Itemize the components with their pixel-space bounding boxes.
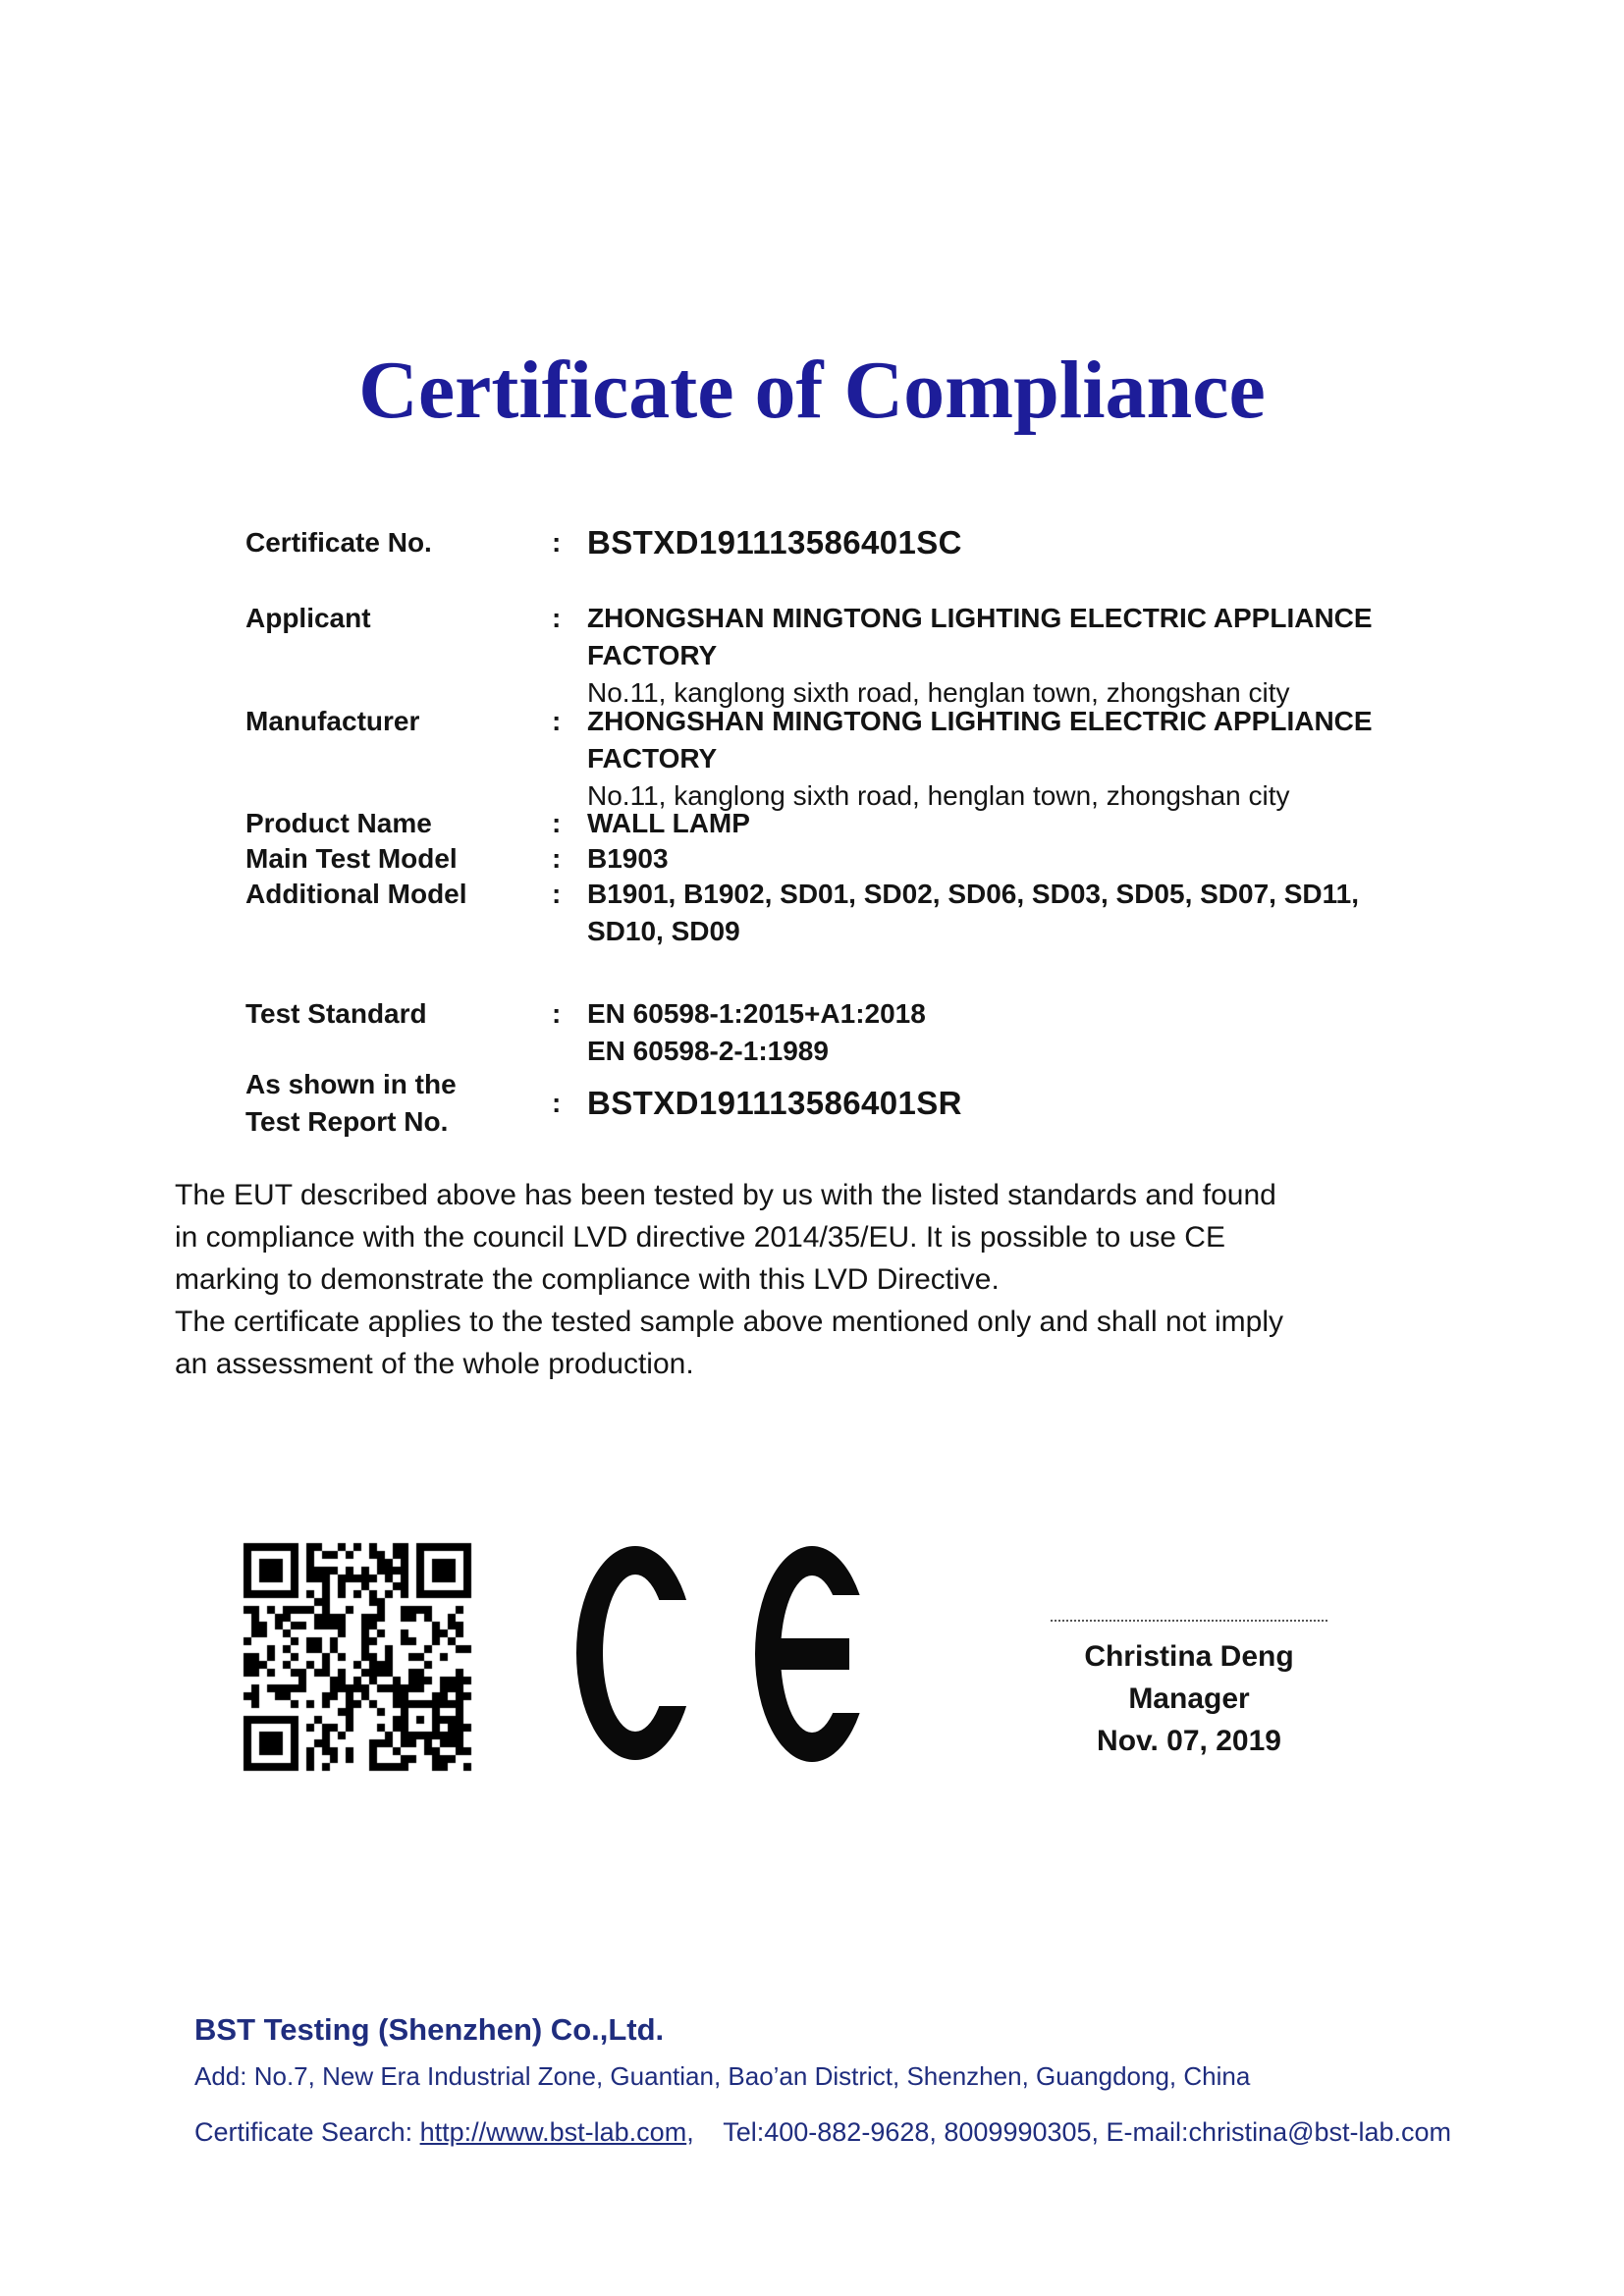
field-row-additional-model	[245, 876, 1453, 950]
field-value-line: FACTORY	[587, 640, 718, 670]
field-colon: :	[552, 879, 562, 909]
field-colon: :	[552, 706, 562, 736]
field-label-certificate-no	[245, 524, 552, 561]
field-label-line: Certificate No.	[245, 527, 432, 558]
qr-code	[242, 1541, 473, 1773]
field-label-line: As shown in the	[245, 1069, 457, 1099]
signature-block	[1051, 1620, 1327, 1762]
field-label-line: Manufacturer	[245, 706, 420, 736]
field-value-line: FACTORY	[587, 743, 718, 774]
field-value-line: ZHONGSHAN MINGTONG LIGHTING ELECTRIC APPLIANCE	[587, 706, 1373, 736]
field-row-manufacturer	[245, 703, 1453, 815]
signatory-name: Christina Deng	[1084, 1640, 1294, 1673]
field-value-additional-model	[587, 876, 1453, 950]
field-colon: :	[552, 843, 562, 874]
field-label-additional-model	[245, 876, 552, 913]
signature-line	[1051, 1620, 1327, 1622]
field-colon: :	[552, 1088, 562, 1118]
field-label-product-name	[245, 805, 552, 842]
statement-line: The certificate applies to the tested sample above mentioned only and shall not imply	[175, 1306, 1283, 1338]
field-value-main-test-model	[587, 840, 1453, 878]
signatory-role: Manager	[1128, 1682, 1250, 1715]
ce-mark-letter-e	[755, 1546, 869, 1762]
field-label-line: Additional Model	[245, 879, 467, 909]
field-value-test-report-no	[587, 1085, 1453, 1122]
field-row-certificate-no	[245, 524, 1453, 561]
field-row-product-name	[245, 805, 1453, 842]
field-value-applicant	[587, 600, 1453, 712]
lab-company-name: BST Testing (Shenzhen) Co.,Ltd.	[194, 2012, 665, 2047]
field-row-main-test-model	[245, 840, 1453, 878]
field-label-line: Applicant	[245, 603, 371, 633]
field-label-line: Product Name	[245, 808, 432, 838]
statement-line: marking to demonstrate the compliance with this LVD Directive.	[175, 1263, 1000, 1296]
footer	[194, 2012, 1451, 2148]
certificate-search-label: Certificate Search:	[194, 2117, 420, 2147]
field-label-line: Main Test Model	[245, 843, 458, 874]
field-value-test-standard	[587, 995, 1453, 1070]
field-value-manufacturer	[587, 703, 1453, 815]
field-label-line: Test Report No.	[245, 1106, 449, 1137]
field-colon: :	[552, 603, 562, 633]
field-value-line: EN 60598-1:2015+A1:2018	[587, 998, 926, 1029]
field-row-applicant	[245, 600, 1453, 712]
field-label-manufacturer	[245, 703, 552, 740]
field-value-line: ZHONGSHAN MINGTONG LIGHTING ELECTRIC APPLIANCE	[587, 603, 1373, 633]
signature-date: Nov. 07, 2019	[1097, 1725, 1281, 1757]
lab-contact: , Tel:400-882-9628, 8009990305, E-mail:christina@bst-lab.com	[686, 2117, 1452, 2147]
certificate-search-line	[194, 2116, 1451, 2148]
field-value-line: B1901, B1902, SD01, SD02, SD06, SD03, SD05, SD07, SD11,	[587, 879, 1360, 909]
field-value-line: WALL LAMP	[587, 808, 750, 838]
certificate-statement	[175, 1174, 1490, 1385]
field-value-line: BSTXD191113586401SR	[587, 1085, 962, 1121]
field-value-certificate-no	[587, 524, 1453, 561]
field-colon: :	[552, 808, 562, 838]
field-label-test-standard	[245, 995, 552, 1033]
field-label-test-report-no	[245, 1066, 552, 1141]
field-value-line: BSTXD191113586401SC	[587, 524, 962, 561]
field-colon: :	[552, 527, 562, 558]
field-row-test-standard	[245, 995, 1453, 1070]
field-label-main-test-model	[245, 840, 552, 878]
field-label-applicant	[245, 600, 552, 637]
lab-address: Add: No.7, New Era Industrial Zone, Guantian, Bao’an District, Shenzhen, Guangdong, China	[194, 2061, 1251, 2091]
ce-mark-letter-c	[576, 1546, 694, 1760]
field-label-line: Test Standard	[245, 998, 427, 1029]
certificate-search-url[interactable]: http://www.bst-lab.com	[419, 2117, 687, 2147]
field-value-line: No.11, kanglong sixth road, henglan town, zhongshan city	[587, 677, 1290, 708]
field-value-line: No.11, kanglong sixth road, henglan town, zhongshan city	[587, 780, 1290, 811]
field-row-test-report-no	[245, 1066, 1453, 1141]
field-value-product-name	[587, 805, 1453, 842]
field-value-line: SD10, SD09	[587, 916, 740, 946]
field-colon: :	[552, 998, 562, 1029]
statement-line: an assessment of the whole production.	[175, 1348, 694, 1380]
field-value-line: EN 60598-2-1:1989	[587, 1036, 829, 1066]
statement-line: in compliance with the council LVD directive 2014/35/EU. It is possible to use CE	[175, 1221, 1225, 1254]
field-value-line: B1903	[587, 843, 669, 874]
page-title: Certificate of Compliance	[358, 345, 1266, 436]
statement-line: The EUT described above has been tested by us with the listed standards and found	[175, 1179, 1276, 1211]
